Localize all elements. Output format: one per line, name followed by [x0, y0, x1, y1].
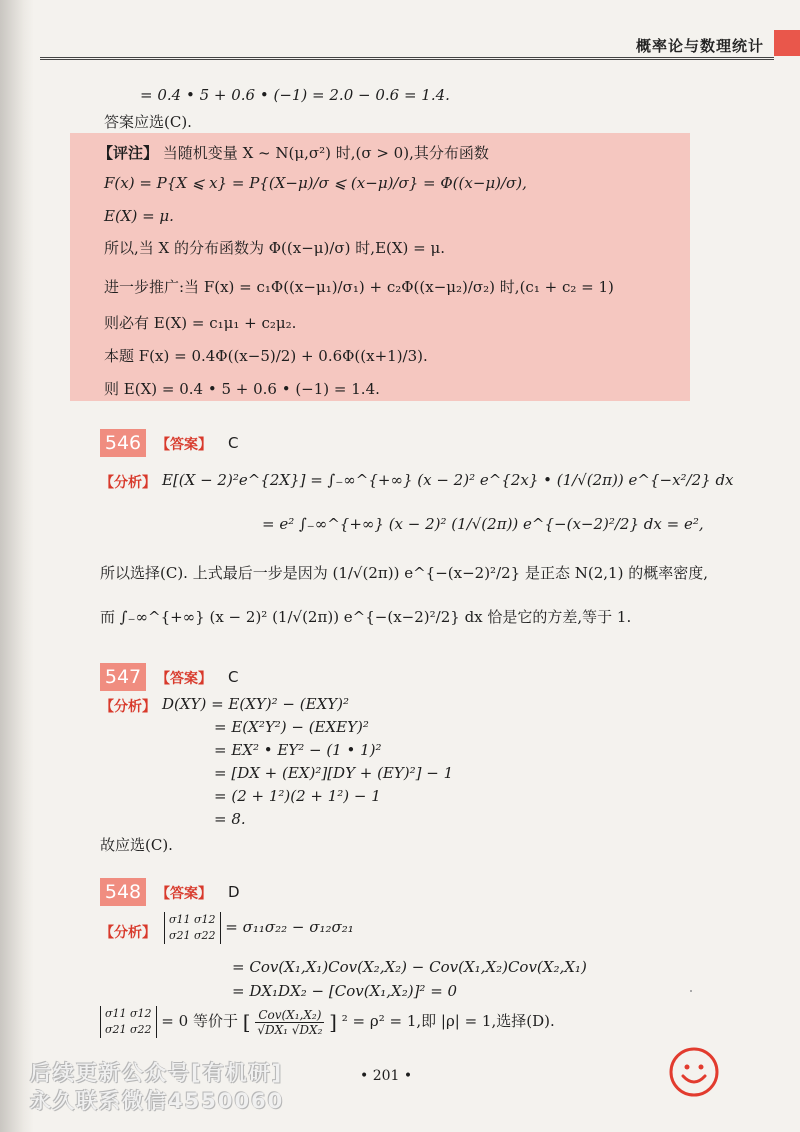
answer-tag-546: 【答案】 — [156, 437, 212, 453]
q548-line-2: = Cov(X₁,X₁)Cov(X₂,X₂) − Cov(X₁,X₂)Cov(X₂,X₁) — [232, 958, 587, 976]
q546-line-3: 所以选择(C). 上式最后一步是因为 (1/√(2π)) e^{−(x−2)²/2} 是正态 N(2,1) 的概率密度, — [100, 564, 708, 582]
answer-tag-547: 【答案】 — [156, 671, 212, 687]
bracket-right: ] — [329, 1010, 337, 1034]
correlation-fraction — [255, 1008, 324, 1037]
question-number-546: 546 — [100, 429, 146, 457]
analysis-tag-546: 【分析】 — [100, 475, 156, 491]
note-label: 【评注】 — [98, 144, 159, 162]
q547-line-4: = [DX + (EX)²][DY + (EY)²] − 1 — [214, 764, 454, 782]
determinant-2 — [100, 1006, 157, 1038]
top-equation: = 0.4 • 5 + 0.6 • (−1) = 2.0 − 0.6 = 1.4. — [140, 86, 450, 104]
analysis-tag-548: 【分析】 — [100, 925, 156, 941]
q547-line-7: 故应选(C). — [100, 836, 173, 854]
q548-line-4-b: ² = ρ² = 1,即 |ρ| = 1,选择(D). — [341, 1012, 555, 1030]
determinant-2-row-2: σ21 σ22 — [105, 1023, 152, 1036]
answer-tag-548: 【答案】 — [156, 886, 212, 902]
q546-line-1: E[(X − 2)²e^{2X}] = ∫₋∞^{+∞} (x − 2)² e^{2x} • (1/√(2π)) e^{−x²/2} dx — [162, 471, 734, 489]
q548-line-4 — [100, 1006, 555, 1038]
fraction-denominator: √DX₁ √DX₂ — [257, 1022, 323, 1037]
answer-546: C — [228, 434, 239, 452]
header-rule — [40, 57, 774, 60]
watermark-line-1: 后续更新公众号[有机研] — [30, 1061, 284, 1085]
note-line-1 — [98, 142, 489, 163]
q547-line-3: = EX² • EY² − (1 • 1)² — [214, 741, 382, 759]
note-line-8: 则 E(X) = 0.4 • 5 + 0.6 • (−1) = 1.4. — [104, 380, 380, 398]
fraction-numerator: Cov(X₁,X₂) — [255, 1008, 324, 1023]
determinant-row-2: σ21 σ22 — [169, 929, 216, 942]
q548-line-4-a: = 0 等价于 — [161, 1012, 238, 1030]
bracket-left: [ — [242, 1010, 251, 1034]
question-number-547: 547 — [100, 663, 146, 691]
answer-548: D — [228, 883, 240, 901]
determinant-row-1: σ11 σ12 — [169, 913, 216, 926]
analysis-tag-547: 【分析】 — [100, 699, 156, 715]
determinant-2-row-1: σ11 σ12 — [105, 1007, 152, 1020]
q547-line-1: D(XY) = E(XY)² − (EXY)² — [162, 695, 350, 713]
q547-line-6: = 8. — [214, 810, 246, 828]
note-line-3: E(X) = μ. — [104, 207, 174, 225]
q548-determinant-1 — [164, 912, 354, 944]
note-line-4: 所以,当 X 的分布函数为 Φ((x−μ)/σ) 时,E(X) = μ. — [104, 239, 446, 257]
note-line-7: 本题 F(x) = 0.4Φ((x−5)/2) + 0.6Φ((x+1)/3). — [104, 347, 428, 365]
header-title: 概率论与数理统计 — [635, 37, 764, 55]
q547-line-5: = (2 + 1²)(2 + 1²) − 1 — [214, 787, 381, 805]
page-number: • 201 • — [360, 1068, 413, 1084]
top-conclusion: 答案应选(C). — [104, 113, 192, 131]
watermark-line-2: 永久联系微信4550060 — [30, 1089, 285, 1113]
note-line-5: 进一步推广:当 F(x) = c₁Φ((x−μ₁)/σ₁) + c₂Φ((x−μ₂)/σ₂) 时,(c₁ + c₂ = 1) — [104, 278, 614, 296]
margin-dot — [690, 990, 692, 992]
q548-line-1: = σ₁₁σ₂₂ − σ₁₂σ₂₁ — [225, 918, 354, 936]
determinant — [164, 912, 221, 944]
note-line-6: 则必有 E(X) = c₁μ₁ + c₂μ₂. — [104, 314, 297, 332]
question-number-548: 548 — [100, 878, 146, 906]
page-binding-shadow — [0, 0, 34, 1132]
note-line-2: F(x) = P{X ⩽ x} = P{(X−μ)/σ ⩽ (x−μ)/σ} = Φ((x−μ)/σ), — [104, 174, 527, 192]
answer-547: C — [228, 668, 239, 686]
q548-line-3: = DX₁DX₂ − [Cov(X₁,X₂)]² = 0 — [232, 982, 458, 1000]
q546-line-2: = e² ∫₋∞^{+∞} (x − 2)² (1/√(2π)) e^{−(x−2)²/2} dx = e², — [262, 515, 704, 533]
q547-line-2: = E(X²Y²) − (EXEY)² — [214, 718, 369, 736]
q546-line-4: 而 ∫₋∞^{+∞} (x − 2)² (1/√(2π)) e^{−(x−2)²/2} dx 恰是它的方差,等于 1. — [100, 608, 632, 626]
smiley-icon — [668, 1046, 720, 1098]
header-tab-marker — [774, 30, 800, 56]
note-text-1: 当随机变量 X ~ N(μ,σ²) 时,(σ > 0),其分布函数 — [162, 144, 489, 162]
